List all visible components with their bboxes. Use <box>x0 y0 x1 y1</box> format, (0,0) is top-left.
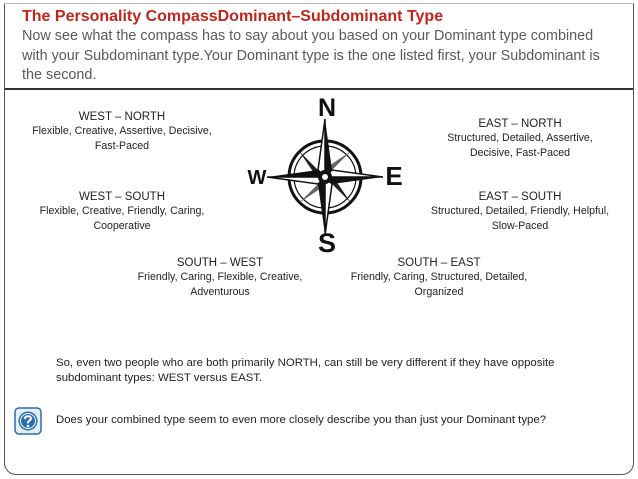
east-south-title: EAST – SOUTH <box>478 191 562 203</box>
south-west-desc-line1: Friendly, Caring, Flexible, Creative, <box>137 271 303 284</box>
compass-east-letter: E <box>385 161 403 191</box>
west-south-block <box>22 190 222 233</box>
east-south-desc-line2: Slow-Paced <box>491 219 549 232</box>
east-south-desc-line1: Structured, Detailed, Friendly, Helpful, <box>430 205 610 218</box>
north-explanation-text: So, even two people who are both primarily NORTH, can still be very different if they have opposite subdominant types: WEST versus EAST. <box>56 357 555 385</box>
question-mark-icon <box>14 407 42 435</box>
south-east-title: SOUTH – EAST <box>397 257 481 269</box>
header-divider <box>5 88 633 90</box>
slide-title: The Personality CompassDominant–Subdominant Type <box>22 8 444 25</box>
compass-west-letter: W <box>247 167 267 189</box>
slide-subtitle: Now see what the compass has to say about you based on your Dominant type combined with your Subdominant type.Your Dominant type is the one listed first, your Subdominant is the second. <box>22 28 600 83</box>
east-north-desc-line1: Structured, Detailed, Assertive, <box>447 132 593 145</box>
south-west-desc-line2: Adventurous <box>190 285 250 298</box>
east-south-block <box>420 190 620 233</box>
compass-center-dot <box>322 174 329 181</box>
east-north-title: EAST – NORTH <box>478 118 562 130</box>
east-north-desc-line2: Decisive, Fast-Paced <box>469 146 571 159</box>
south-west-block <box>120 256 320 299</box>
south-west-title: SOUTH – WEST <box>176 257 264 269</box>
west-south-desc-line2: Cooperative <box>93 219 151 232</box>
west-north-block <box>18 110 226 153</box>
compass-south-letter: S <box>317 228 337 258</box>
west-north-desc-line2: Fast-Paced <box>94 139 150 152</box>
south-east-desc-line2: Organized <box>414 285 464 298</box>
west-north-title: WEST – NORTH <box>78 111 166 123</box>
east-north-block <box>420 117 620 160</box>
reflection-question-text: Does your combined type seem to even more closely describe you than just your Dominant type? <box>56 414 547 426</box>
compass-rose-icon <box>240 92 410 262</box>
compass-north-letter: N <box>317 94 337 122</box>
west-north-desc-line1: Flexible, Creative, Assertive, Decisive, <box>32 125 212 138</box>
south-east-desc-line1: Friendly, Caring, Structured, Detailed, <box>350 271 528 284</box>
west-south-title: WEST – SOUTH <box>78 191 166 203</box>
south-east-block <box>334 256 544 299</box>
west-south-desc-line1: Flexible, Creative, Friendly, Caring, <box>39 205 205 218</box>
